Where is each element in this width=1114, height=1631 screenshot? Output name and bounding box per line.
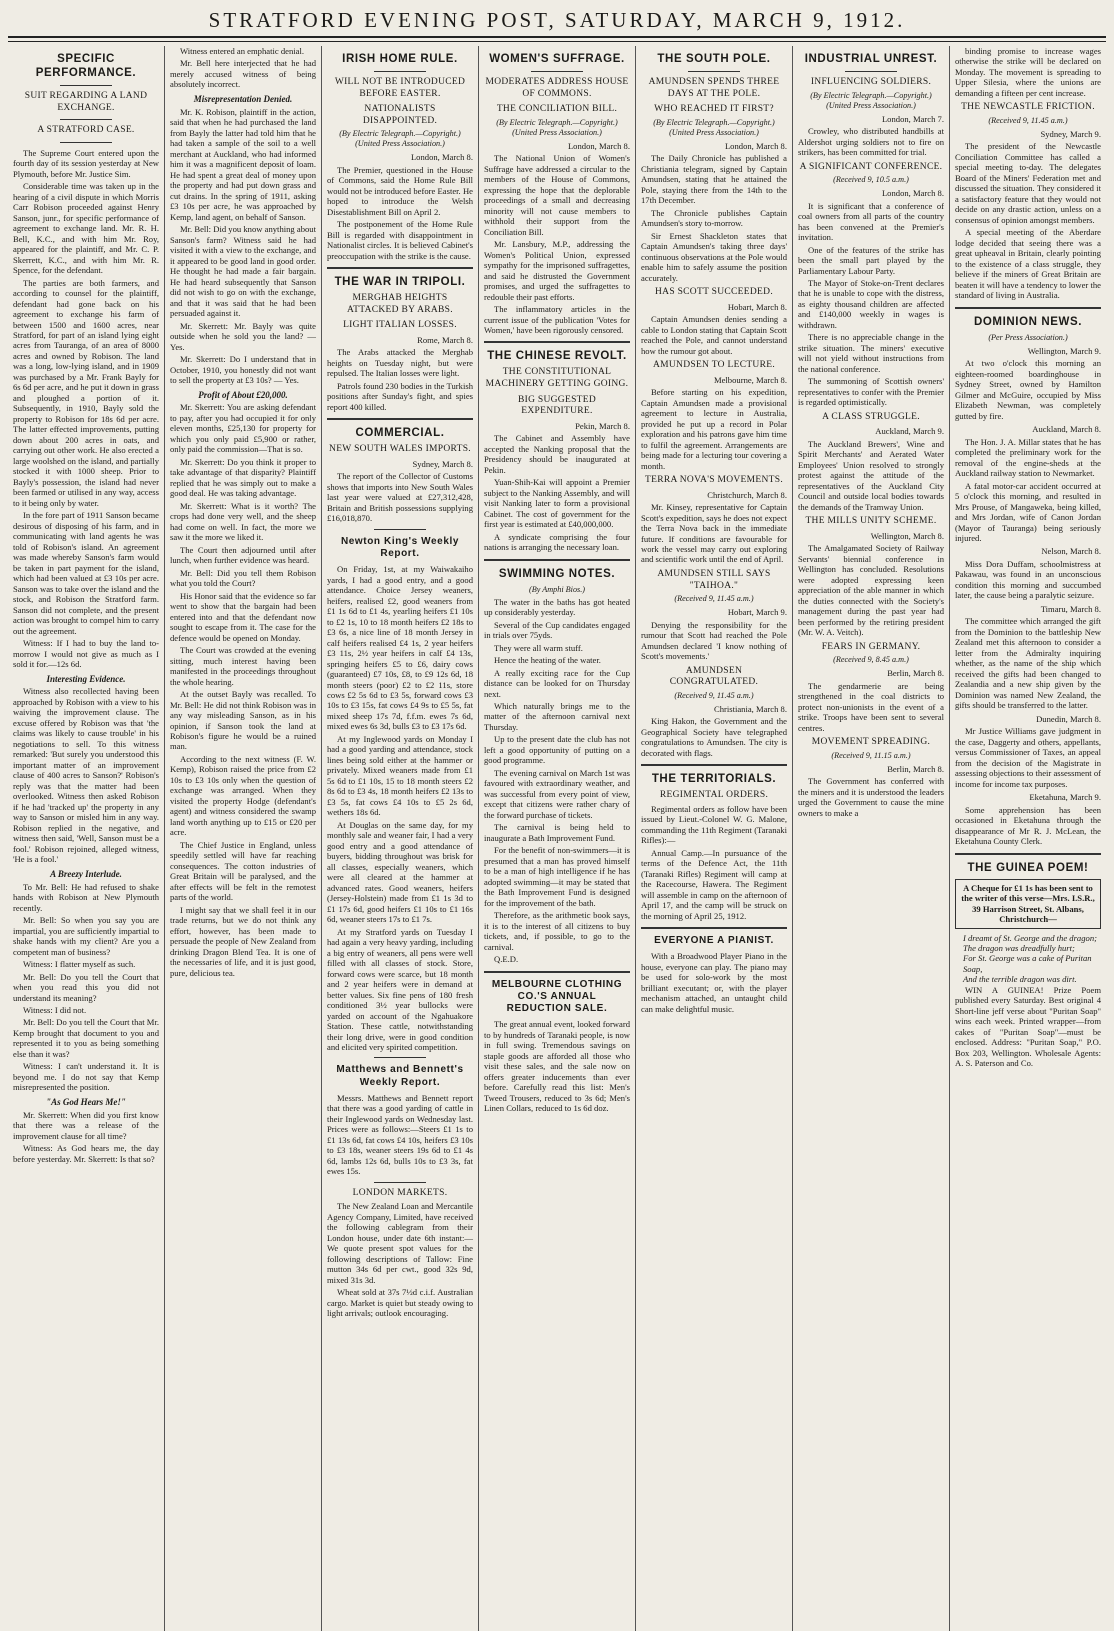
divider <box>531 71 584 72</box>
section-rule <box>484 559 630 561</box>
section-subhead: Misrepresentation Denied. <box>193 93 293 104</box>
article-heading: THE GUINEA POEM! <box>967 861 1089 874</box>
article-subheading: A SIGNIFICANT CONFERENCE. <box>799 161 943 172</box>
paragraph: Yuan-Shih-Kai will appoint a Premier subject to the Nanking Assembly, and will visit Nanking later to form a provisional Cabinet. The cost of government for the first year is estimated at £40,000,000. <box>484 477 630 530</box>
divider <box>845 71 898 72</box>
paragraph: Witness also recollected having been approached by Robison with a view to his waiving the improvement clause. The excuse offered by Robison was that 'the claims was likely to cause trouble' in his negotiations to sell. To this witness remarked: 'But surely you understood this important matter of an improvement clause of 400 acres to Sanson?' Robison's reply was that the matter had been overlooked. Witness then asked Robison if he had 'tracked up' the property in any way to Sanson or misled him in any way. Robison replied in the negative, and witness then said, 'Well, Sanson must be a fool.' Robison rejoined, alleged witness, 'He is a fool.' <box>13 686 159 865</box>
column-7 <box>950 46 1106 1631</box>
paragraph: The president of the Newcastle Conciliation Committee has called a special meeting to-day. The delegates Board of the Miners' Federation met and discussed the situation. They considered it a satisfactory feature that they would not decide on any drastic action, unless on a consensus of opinion amongst members. <box>955 141 1101 225</box>
paragraph: Patrols found 230 bodies in the Turkish positions after Sunday's fight, and spies report 400 killed. <box>327 380 473 412</box>
section-rule <box>955 853 1101 855</box>
paragraph: On Friday, 1st, at my Waiwakaiho yards, I had a good entry, and a good attendance. Choice Jersey weaners, heifers, realised £2, good weaners from £1 1s 6d to £1 4s, yearling heifers £1 10s to £2 1s, 10 to 18 month heifers £2 18s to £3 6s, a nice line of 18 month Jersey in calf heifers realised £4 1s, 2 year heifers £3 11s, 2½ year heifers in calf £4 13s, springing heifers £5 to £6, dairy cows (guaranteed) £7 10s, £8, to £9 12s 6d, 18 month steers (poor) £2 to £2 11s, store cows £2 5s 6d to £3 5s, forward cows £3 10s to £3 15s, fat cows £4 9s to £5 5s, fat mixed sheep 17s 7d, f.f.m. ewes 7s 6d, mixed ewes 6s 3d, bulls £3 to £3 17s 6d. <box>327 564 473 732</box>
dateline: Nelson, March 8. <box>1041 546 1101 557</box>
byline: (By Amphi Bios.) <box>528 584 585 594</box>
column-6 <box>793 46 950 1631</box>
paragraph: The Cabinet and Assembly have accepted the Nanking proposal that the Presidency should be inaugurated at Pekin. <box>484 433 630 475</box>
article-subheading: AMUNDSEN TO LECTURE. <box>652 360 776 371</box>
prize-notice: A Cheque for £1 1s has been sent to the writer of this verse—Mrs. I.S.R., 39 Harrison Street, St. Albans, Christchurch— <box>955 879 1101 929</box>
paragraph: Witness: I flatter myself as such. <box>23 959 136 970</box>
paragraph: The Chronicle publishes Captain Amundsen's story to-morrow. <box>641 207 787 229</box>
paragraph: Considerable time was taken up in the hearing of a civil dispute in which Morris Carr Robison proceeded against Henry Sanson, junr., for specific performance of agreement to exchange land. Mr. R. H. Bell, K.C., and with him Mr. Roy, appeared for the plaintiff, and Mr. C. P. Skerrett, K.C., and with him Mr. R. Spence, for the defendant. <box>13 181 159 276</box>
divider <box>374 529 427 530</box>
paragraph: For the benefit of non-swimmers—it is presumed that a man has proved himself to be a man of high intelligence if he has adopted swimming—it may be stated that the Bath Improvement Fund is designed for the improvement of the bath. <box>484 845 630 908</box>
paragraph: Mr. Kinsey, representative for Captain Scott's expedition, says he does not expect the Terra Nova back in the immediate future. If conditions are favourable for work the vessel may carry out exploring and scientific work until the end of April. <box>641 502 787 565</box>
paragraph: A special meeting of the Aberdare lodge decided that seeing there was a great upheaval in Britain, clearly pointing to the existence of a class struggle, they believe if the miners of Great Britain are beaten it will have a tendency to lower the standard of living in Australia. <box>955 227 1101 301</box>
paragraph: Mr. Bell: Did you tell them Robison what you told the Court? <box>170 567 316 589</box>
poem-line: I dreamt of St. George and the dragon; <box>963 932 1097 943</box>
article-subheading: MODERATES ADDRESS HOUSE OF COMMONS. <box>485 77 629 99</box>
divider <box>60 119 113 120</box>
article-heading: THE WAR IN TRIPOLI. <box>334 276 466 289</box>
paragraph: Mr. Skerrett: Mr. Bayly was quite outside when he sold you the land? — Yes. <box>170 320 316 352</box>
paragraph: The Daily Chronicle has published a Christiania telegram, signed by Captain Amundsen, stating that he attained the Pole, staying there from the 14th to the 17th December. <box>641 153 787 206</box>
paragraph: Witness entered an emphatic denial. <box>180 46 304 56</box>
paragraph: The inflammatory articles in the current issue of the publication 'Votes for Women,' have been rigorously censored. <box>484 304 630 335</box>
dateline: London, March 8. <box>881 188 944 199</box>
dateline: Rome, March 8. <box>417 334 473 345</box>
paragraph: The Amalgamated Society of Railway Servants' biennial conference in Wellington has concluded. Resolutions were adopted expressing keen appreciation of the able manner in which the duties connected with the Society's management during the past year had been performed by the retiring president (Mr. W. A. Veitch). <box>798 543 944 638</box>
paragraph: There is no appreciable change in the strike situation. The miners' executive will not yield without instructions from the national conference. <box>798 332 944 374</box>
paragraph: It is significant that a conference of coal owners from all parts of the country has been convened at the Premier's invitation. <box>798 200 944 243</box>
section-rule <box>955 307 1101 309</box>
received-time: (Received 9, 10.5 a.m.) <box>833 175 909 185</box>
paragraph: To Mr. Bell: He had refused to shake hands with Robison at New Plymouth recently. <box>13 881 159 913</box>
paragraph: At the outset Bayly was recalled. To Mr. Bell: He did not think Robison was in any way misleading Sanson, as in his opinion, if Sanson took the land at Robison's figure he would be a ruined man. <box>170 689 316 752</box>
paragraph: binding promise to increase wages otherwise the strike will be declared on Monday. The movement is spreading to Upper Silesia, where the unions are demanding a fifteen per cent increase. <box>955 46 1101 98</box>
dateline: Melbourne, March 8. <box>713 374 787 385</box>
dateline: Sydney, March 9. <box>1040 129 1101 139</box>
paragraph: Q.E.D. <box>494 954 519 965</box>
article-subheading: INFLUENCING SOLDIERS. <box>810 77 932 88</box>
section-rule <box>327 418 473 420</box>
paragraph: The Government has conferred with the miners and it is understood the leaders urged the Government to cause the mine owners to make a <box>798 776 944 818</box>
wire-credit: (By Electric Telegraph.—Copyright.) (United Press Association.) <box>810 90 932 110</box>
paragraph: Denying the responsibility for the rumour that Scott had reached the Pole Amundsen declared 'I know nothing of Scott's movements.' <box>641 619 787 662</box>
section-rule <box>641 927 787 929</box>
paragraph: Mr. Bell: Do you tell the Court that Mr. Kemp brought that document to you and represented it to you as being something else than it was? <box>13 1017 159 1059</box>
section-subhead: A Breezy Interlude. <box>50 868 122 879</box>
divider <box>688 71 741 72</box>
divider <box>60 142 113 143</box>
dateline: Wellington, March 8. <box>870 530 944 541</box>
paragraph: WIN A GUINEA! Prize Poem published every Saturday. Best original 4 Short-line jeff verse about "Puritan Soap" wins each week. Printed wrapper—from cakes of "Puritan Soap"—must be enclosed. Address: "Puritan Soap," P.O. Box 203, Wellington. Wholesale Agents: A. S. Paterson and Co. <box>955 984 1101 1069</box>
masthead: STRATFORD EVENING POST, SATURDAY, MARCH 9, 1912. <box>208 8 906 32</box>
article-heading: EVERYONE A PIANIST. <box>654 935 774 947</box>
article-subheading: AMUNDSEN CONGRATULATED. <box>669 665 759 688</box>
paragraph: Regimental orders as follow have been issued by Lieut.-Colonel W. G. Malone, commanding the 11th Regiment (Taranaki Rifles):— <box>641 803 787 846</box>
poem-line: The dragon was dreadfully hurt; <box>963 943 1075 953</box>
paragraph: Mr. Skerrett: Do you think it proper to take advantage of that disparity? Plaintiff replied that he was simply out to make a good deal. He was taking advantage. <box>170 456 316 499</box>
article-heading: THE TERRITORIALS. <box>651 773 777 786</box>
paragraph: At my Stratford yards on Tuesday I had again a very heavy yarding, including a big entry of weaners, all pens were well filled with all classes of stock. Store, forward cows were scarce, but 18 month and 2 year heifers were in demand at better values. Six fine pens of 180 fresh conditioned 3½ year bullocks were yarded on account of the Ngahuakore Station. These cattle, notwithstanding their long drive, were in good condition and elicited very spirited competition. <box>327 926 473 1052</box>
paragraph: The National Union of Women's Suffrage have addressed a circular to the members of the House of Commons, expressing the hope that the deplorable proceedings of a small and decreasing minority will not cause members to withhold their support from the Conciliation Bill. <box>484 153 630 237</box>
dateline: Eketahuna, March 9. <box>1029 792 1101 803</box>
paragraph: The Chief Justice in England, unless speedily settled will have far reaching consequences. The cotton industries of Great Britain will be paralysed, and the after effects will be felt in the remotest parts of the world. <box>170 839 316 903</box>
received-time: (Received 9, 8.45 a.m.) <box>833 655 909 665</box>
section-subhead: Interesting Evidence. <box>46 673 126 684</box>
article-heading: WOMEN'S SUFFRAGE. <box>489 53 625 65</box>
paragraph: A fatal motor-car accident occurred at 5 o'clock this morning, and resulted in Mrs Prouse, of Mangaweka, being killed, and Mrs Jordan, wife of Canon Jordan (Mayor of Tauranga) being seriously injured. <box>955 480 1101 543</box>
poem-line: And the terrible dragon was dirt. <box>963 974 1077 985</box>
paragraph: The evening carnival on March 1st was favoured with extraordinary weather, and was successful from every point of view, except that citizens were rather chary of the forward purchase of tickets. <box>484 767 630 820</box>
paragraph: Up to the present date the club has not left a good opportunity of putting on a good programme. <box>484 734 630 766</box>
paragraph: Witness: As God hears me, the day before yesterday. Mr. Skerrett: Is that so? <box>13 1143 159 1164</box>
paragraph: Wheat sold at 37s 7½d c.i.f. Australian cargo. Market is quiet but steady owing to light arrivals; outlook encouraging. <box>327 1287 473 1319</box>
dateline: London, March 8. <box>410 152 473 163</box>
paragraph: Witness: I can't understand it. It is beyond me. I do not say that Kemp misrepresented the position. <box>13 1061 159 1093</box>
divider <box>60 85 113 86</box>
paragraph: Mr. Skerrett: What is it worth? The crops had done very well, and the sheep had come on well. In fact, the more we saw it the more we liked it. <box>170 500 316 543</box>
paragraph: The summoning of Scottish owners' representatives to confer with the Premier is regarded optimistically. <box>798 376 944 408</box>
poem-line: For St. George was a cake of Puritan Soap, <box>963 953 1092 974</box>
column-3 <box>322 46 479 1631</box>
columns <box>8 46 1106 1631</box>
paragraph: They were all warm stuff. <box>494 642 583 653</box>
paragraph: At my Inglewood yards on Monday I had a good yarding and attendance, stock lines being sold either at the hammer or privately. Mixed weaners made from £1 5s 6d to £1 10s, 15 to 18 month steers £2 8s 6d to £3 4s, 18 month heifers £2 13s to £3 5s, fat cows £4 10s to £5 2s 6d, wethers 18s 6d. <box>327 733 473 818</box>
dateline: Auckland, March 8. <box>1032 424 1101 435</box>
paragraph: The Premier, questioned in the House of Commons, said the Home Rule Bill would not be introduced before Easter. He hoped to introduce the Welsh Disestablishment Bill on April 2. <box>327 164 473 217</box>
paragraph: At two o'clock this morning an eighteen-roomed boardinghouse in Sydney Street, owned by Hamilton Gilmer and McGuire, occupied by Miss Elizabeth Newman, was completely gutted by fire. <box>955 358 1101 421</box>
paragraph: Mr. Skerrett: When did you first know that there was a release of the improvement clause for all time? <box>13 1109 159 1141</box>
paragraph: The postponement of the Home Rule Bill is regarded with disappointment in Nationalist circles. It is believed Cabinet's preoccupation with the strike is the cause. <box>327 219 473 261</box>
article-heading: DOMINION NEWS. <box>973 315 1083 328</box>
paragraph: With a Broadwood Player Piano in the house, everyone can play. The piano may be used for solo-work by the most brilliant executant; or, with the player mechanism attached, an untaught child can make delightful music. <box>641 951 787 1014</box>
section-rule <box>484 971 630 973</box>
section-rule <box>327 267 473 269</box>
wire-credit: (By Electric Telegraph.—Copyright.) (United Press Association.) <box>496 117 618 137</box>
received-time: (Received 9, 11.45 a.m.) <box>988 116 1068 125</box>
article-subheading: A STRATFORD CASE. <box>37 125 135 136</box>
paragraph: One of the features of the strike has been the small part played by the Parliamentary Labour Party. <box>798 244 944 276</box>
dateline: Christiania, March 8. <box>713 703 787 714</box>
article-heading: THE SOUTH POLE. <box>657 53 771 65</box>
paragraph: Mr Justice Williams gave judgment in the case, Daggerty and others, appellants, versus Commissioner of Taxes, an appeal from the decision of the Magistrate in assessing objections to their assessment of income for income tax purposes. <box>955 726 1101 789</box>
article-subheading: FEARS IN GERMANY. <box>821 641 921 652</box>
article-subheading: LONDON MARKETS. <box>352 1187 448 1198</box>
paragraph: The water in the baths has got heated up considerably yesterday. <box>484 596 630 618</box>
article-heading: Matthews and Bennett's Weekly Report. <box>336 1064 464 1088</box>
dateline: London, March 8. <box>567 140 630 151</box>
article-subheading: A CLASS STRUGGLE. <box>822 411 920 422</box>
article-subheading: THE MILLS UNITY SCHEME. <box>805 516 937 527</box>
dateline: Pekin, March 8. <box>575 420 630 431</box>
column-2 <box>165 46 322 1631</box>
article-subheading: HAS SCOTT SUCCEEDED. <box>655 287 773 298</box>
article-subheading: MERGHAB HEIGHTS ATTACKED BY ARABS. <box>347 293 453 315</box>
paragraph: At Douglas on the same day, for my monthly sale and weaner fair, I had a very good entry and a good attendance of buyers, bidding throughout was brisk for all classes, especially weaners, which were all cleared at the hammer at advanced rates. Good weaners, heifers (Jersey-Holstein) made from £1 1s 3d to £1 17s 6d, good heifers £1 10s to £1 16s 6d, weaner steers 17s to £1 7s. <box>327 819 473 925</box>
column-5 <box>636 46 793 1631</box>
paragraph: The report of the Collector of Customs shows that imports into New South Wales last year were valued at £27,312,428, Britain and British possessions supplying £16,018,870. <box>327 471 473 524</box>
paragraph: The gendarmerie are being strengthened in the coal districts to protect non-unionists in the event of a strike. Troops have been sent to several centres. <box>798 680 944 733</box>
paragraph: King Hakon, the Government and the Geographical Society have telegraphed congratulations to Amundsen. The city is decorated with flags. <box>641 716 787 758</box>
paragraph: The Supreme Court entered upon the fourth day of its session yesterday at New Plymouth, before Mr. Justice Sim. <box>13 147 159 179</box>
paragraph: The Court was crowded at the evening sitting, much interest having been manifested in the proceedings throughout the whole hearing. <box>170 645 316 687</box>
article-heading: COMMERCIAL. <box>355 427 445 440</box>
paragraph: Annual Camp.—In pursuance of the terms of the Defence Act, the 11th (Taranaki Rifles) Regiment will camp at the Racecourse, Hawera. The Regiment will assemble in camp on the afternoon of April 17, and the camp will be struck on the morning of April 25, 1912. <box>641 847 787 921</box>
dateline: London, March 7. <box>881 113 944 124</box>
paragraph: Mr. K. Robison, plaintiff in the action, said that when he had purchased the land from Bayly the latter had told him that he had taken a sample of the soil to a well merchant at Auckland, who had informed him it was a magnificent deposit of loam. He had spent a great deal of money upon the property and had put down grass and cut drains. In the spring of 1911, asking £3 10s per acre, he was approached by Kemp, land agent, on behalf of Sanson. <box>170 106 316 222</box>
article-subheading: WILL NOT BE INTRODUCED BEFORE EASTER. <box>334 77 466 99</box>
paragraph: I might say that we shall feel it in our trade returns, but we do not think any effort, however, has been made to persuade the people of New Zealand from drinking Dragon Blend Tea. It is one of the necessaries of life, and it is just good, pure, delicious tea. <box>170 904 316 978</box>
paragraph: The Arabs attacked the Merghab heights on Tuesday night, but were repulsed. The Italian losses were light. <box>327 347 473 379</box>
wire-credit: (By Electric Telegraph.—Copyright.) (United Press Association.) <box>653 117 775 137</box>
paragraph: Therefore, as the arithmetic book says, it is to the interest of all citizens to buy tickets, and, if possible, to go to the carnival. <box>484 910 630 952</box>
paragraph: The great annual event, looked forward to by hundreds of Taranaki people, is now in full swing. Tremendous savings on staple goods are afforded all those who visit these sales, and the sale now on offers greater inducements than ever before. Carefully read this list: Men's Tweed Trousers, reduced to 3s 6d; Men's Linen Collars, reduced to 1s 6d doz. <box>484 1019 630 1114</box>
section-rule <box>641 764 787 766</box>
divider <box>374 1182 427 1183</box>
paragraph: Crowley, who distributed handbills at Aldershot urging soldiers not to fire on strikers, has been committed for trial. <box>798 126 944 158</box>
paragraph: Hence the heating of the water. <box>494 655 601 666</box>
paragraph: Witness: If I had to buy the land to-morrow I would not give as much as I sold it for.—12s 6d. <box>13 638 159 670</box>
article-subheading: REGIMENTAL ORDERS. <box>659 790 769 801</box>
article-heading: THE CHINESE REVOLT. <box>487 350 627 363</box>
article-subheading: WHO REACHED IT FIRST? <box>654 104 774 115</box>
dateline: Hobart, March 9. <box>727 607 787 618</box>
paragraph: Mr. Skerrett: Do I understand that in October, 1910, you honestly did not want to sell the property at £3 10s? — Yes. <box>170 354 316 386</box>
paragraph: A really exciting race for the Cup distance can be looked for on Thursday next. <box>484 667 630 699</box>
paragraph: In the fore part of 1911 Sanson became desirous of disposing of his farm, and in communicating with land agents he was told of Robison's island. An agreement was made whereby Sanson's farm would be taken in part payment for the island, which had been valued at £3 10s per acre. Sanson was to take over the island and the stock, and Robison the Stratford farm. Sanson did not complete, and the present action was brought to compel him to carry out the agreement. <box>13 510 159 636</box>
article-subheading: AMUNDSEN STILL SAYS "TAIHOA." <box>657 568 771 591</box>
paragraph: Mr. Skerrett: You are asking defendant to pay, after you had occupied it for only eleven months, £25,130 for property for which you only paid £5,900 or rather, only paid the commission—That is so. <box>170 402 316 455</box>
paragraph: Witness: I did not. <box>23 1005 87 1015</box>
divider <box>374 1057 427 1058</box>
received-time: (Received 9, 11.45 a.m.) <box>674 690 754 700</box>
paragraph: The Court then adjourned until after lunch, when further evidence was heard. <box>170 544 316 566</box>
section-subhead: Profit of About £20,000. <box>198 389 288 400</box>
article-subheading: LIGHT ITALIAN LOSSES. <box>343 320 457 331</box>
paragraph: Several of the Cup candidates engaged in trials over 75yds. <box>484 619 630 641</box>
paragraph: Mr. Bell: Did you know anything about Sanson's farm? Witness said he had visited it with a view to the exchange, and it appeared to be good land in good order. He thought he had made a fair bargain. He had heard subsequently that Sanson did not wish to go on with the exchange, and that it was said that he had been persuaded against it. <box>170 224 316 319</box>
article-subheading: TERRA NOVA'S MOVEMENTS. <box>644 474 784 485</box>
article-heading: SPECIFIC PERFORMANCE. <box>35 53 137 80</box>
paragraph: Sir Ernest Shackleton states that Captain Amundsen's taking three days' continuous observations at the Pole would enable him to safely assume the position accurately. <box>641 230 787 283</box>
article-heading: MELBOURNE CLOTHING CO.'S ANNUAL REDUCTION SALE. <box>491 978 623 1014</box>
article-subheading: SUIT REGARDING A LAND EXCHANGE. <box>24 91 148 113</box>
paragraph: Mr. Bell: So when you say you are impartial, you are sufficiently impartial to shake hands with my client? Are you a competent man of business? <box>13 915 159 957</box>
article-subheading: BIG SUGGESTED EXPENDITURE. <box>517 394 597 417</box>
dateline: Dunedin, March 8. <box>1036 713 1101 724</box>
paragraph: His Honor said that the evidence so far went to show that the bargain had been entered into and that the defendant now sought to escape from it. The case for the defence would be opened on Monday. <box>170 590 316 643</box>
dateline: Berlin, March 8. <box>887 668 944 679</box>
article-subheading: THE CONSTITUTIONAL MACHINERY GETTING GOING. <box>485 367 629 390</box>
paragraph: The New Zealand Loan and Mercantile Agency Company, Limited, have received the following cablegram from their London house, under date 6th instant:—We quote present spot values for the following descriptions of Tallow: Fine mutton 34s 6d per cwt., good 32s 9d, mixed 31s 3d. <box>327 1201 473 1285</box>
article-heading: INDUSTRIAL UNREST. <box>804 53 938 65</box>
masthead-rule <box>8 36 1106 42</box>
paragraph: The Hon. J. A. Millar states that he has completed the preliminary work for the removal of the engine-sheds at the Auckland railway station to Newmarket. <box>955 436 1101 479</box>
dateline: Wellington, March 9. <box>1027 345 1101 356</box>
column-1 <box>8 46 165 1631</box>
article-subheading: MOVEMENT SPREADING. <box>811 737 931 748</box>
received-time: (Received 9, 11.15 a.m.) <box>831 750 911 760</box>
paragraph: Miss Dora Duffam, schoolmistress at Pakawau, was found in an unconscious condition this morning and succumbed later, the cause being a paralytic seizure. <box>955 558 1101 601</box>
received-time: (Received 9, 11.45 a.m.) <box>674 594 754 604</box>
dateline: Hobart, March 8. <box>727 301 787 312</box>
dateline: Christchurch, March 8. <box>707 489 787 500</box>
dateline: Sydney, March 8. <box>412 458 473 469</box>
paragraph: Some apprehension has been occasioned in Eketahuna through the disappearance of Mr R. J. McLean, the Eketahuna County Clerk. <box>955 804 1101 847</box>
paragraph: A syndicate comprising the four nations is arranging the necessary loan. <box>484 531 630 553</box>
article-heading: IRISH HOME RULE. <box>342 53 458 65</box>
paragraph: Mr. Bell: Do you tell the Court that when you read this you did not understand its meaning? <box>13 971 159 1003</box>
wire-credit: (Per Press Association.) <box>988 332 1068 342</box>
paragraph: Before starting on his expedition, Captain Amundsen made a provisional agreement to lecture in Australia, provided he put up a record in Polar exploration and his patrons gave him time to fulfil the agreement. Arrangements are being made for a lecturing tour covering a month. <box>641 387 787 471</box>
paragraph: Which naturally brings me to the matter of the afternoon carnival next Thursday. <box>484 700 630 732</box>
wire-credit: (By Electric Telegraph.—Copyright.) (United Press Association.) <box>339 129 461 149</box>
dateline: Auckland, March 9. <box>875 426 944 437</box>
section-rule <box>484 341 630 343</box>
dateline: Berlin, March 8. <box>887 763 944 774</box>
divider <box>374 71 427 72</box>
dateline: London, March 8. <box>724 140 787 151</box>
article-heading: Newton King's Weekly Report. <box>340 535 460 559</box>
paragraph: Captain Amundsen denies sending a cable to London stating that Captain Scott reached the Pole, and cannot understand how the rumour got about. <box>641 314 787 356</box>
paragraph: According to the next witness (F. W. Kemp), Robison raised the price from £2 10s to £3 10s only when the question of exchange was arranged. When they visited the property Hodge (defendant's agent) and witness considered the swamp land worth anything up to £15 or £20 per acre. <box>170 753 316 838</box>
article-subheading: THE NEWCASTLE FRICTION. <box>961 102 1095 113</box>
paragraph: The Mayor of Stoke-on-Trent declares that he is unable to cope with the distress, as eighty thousand children are affected and £140,000 weekly in wages is withdrawn. <box>798 277 944 330</box>
paragraph: The parties are both farmers, and according to counsel for the plaintiff, defendant had gone back on his agreement to exchange his farm of between 1500 and 1600 acres, near Stratford, for part of an island lying eight acres from Tauranga, of an area of 8000 acres and owned by Robison. The land was a long, low-lying island, and in 1909 was purchased by a Mr. Frank Bayly for 6s 6d per acre, and he put it down in grass and ploughed a portion of it. Subsequently, in 1910, Bayly sold the property to Robison for 18s 6d per acre. The latter effected improvements, putting down about 200 acres in oats, and carrying out other work. He also erected a large woolshed on the island, and partially stocked it with 1000 sheep. Prior to Bayly's possession, the island had never been farmed or utilised in any way, access to it being only by water. <box>13 277 159 508</box>
column-4 <box>479 46 636 1631</box>
dateline: Timaru, March 8. <box>1040 603 1101 614</box>
article-subheading: AMUNDSEN SPENDS THREE DAYS AT THE POLE. <box>648 77 780 99</box>
article-subheading: NEW SOUTH WALES IMPORTS. <box>329 444 471 455</box>
article-heading: SWIMMING NOTES. <box>498 567 616 580</box>
paragraph: The committee which arranged the gift from the Dominion to the battleship New Zealand met this afternoon to consider a letter from the Admiralty inquiring whether, as the name of the ship which received the gifts had been changed to Zealandia and a new ship given by the Dominion was named New Zealand, the gifts should be transferred to the latter. <box>955 616 1101 711</box>
paragraph: The Auckland Brewers', Wine and Spirit Merchants' and Aerated Water Employees' Union resolved to strongly protest against the attitude of the representatives of the Auckland City Council and outside local bodies towards the demands of the Tramway Union. <box>798 438 944 512</box>
paragraph: Mr. Bell here interjected that he had merely accused witness of being absolutely incorrect. <box>170 58 316 90</box>
paragraph: Messrs. Matthews and Bennett report that there was a good yarding of cattle in their Inglewood yards on Wednesday last. Prices were as follows:—Steers £1 1s to £1 13s 6d, fat cows £4 10s, heifers £3 10s to £3 18s, weaner steers 19s 6d to £1 4s 6d, lambs 12s 6d, bulls 10s to £3 3s, fat ewes 15s. <box>327 1092 473 1177</box>
section-subhead: "As God Hears Me!" <box>46 1096 126 1107</box>
article-subheading: NATIONALISTS DISAPPOINTED. <box>362 104 438 126</box>
paragraph: Mr. Lansbury, M.P., addressing the Women's Political Union, expressed sympathy for the imprisoned suffragettes, and said he distrusted the Government promises, and urged the suffragettes to redouble their past efforts. <box>484 239 630 302</box>
paragraph: The carnival is being held to inaugurate a Bath Improvement Fund. <box>484 822 630 843</box>
article-subheading: THE CONCILIATION BILL. <box>496 104 618 115</box>
